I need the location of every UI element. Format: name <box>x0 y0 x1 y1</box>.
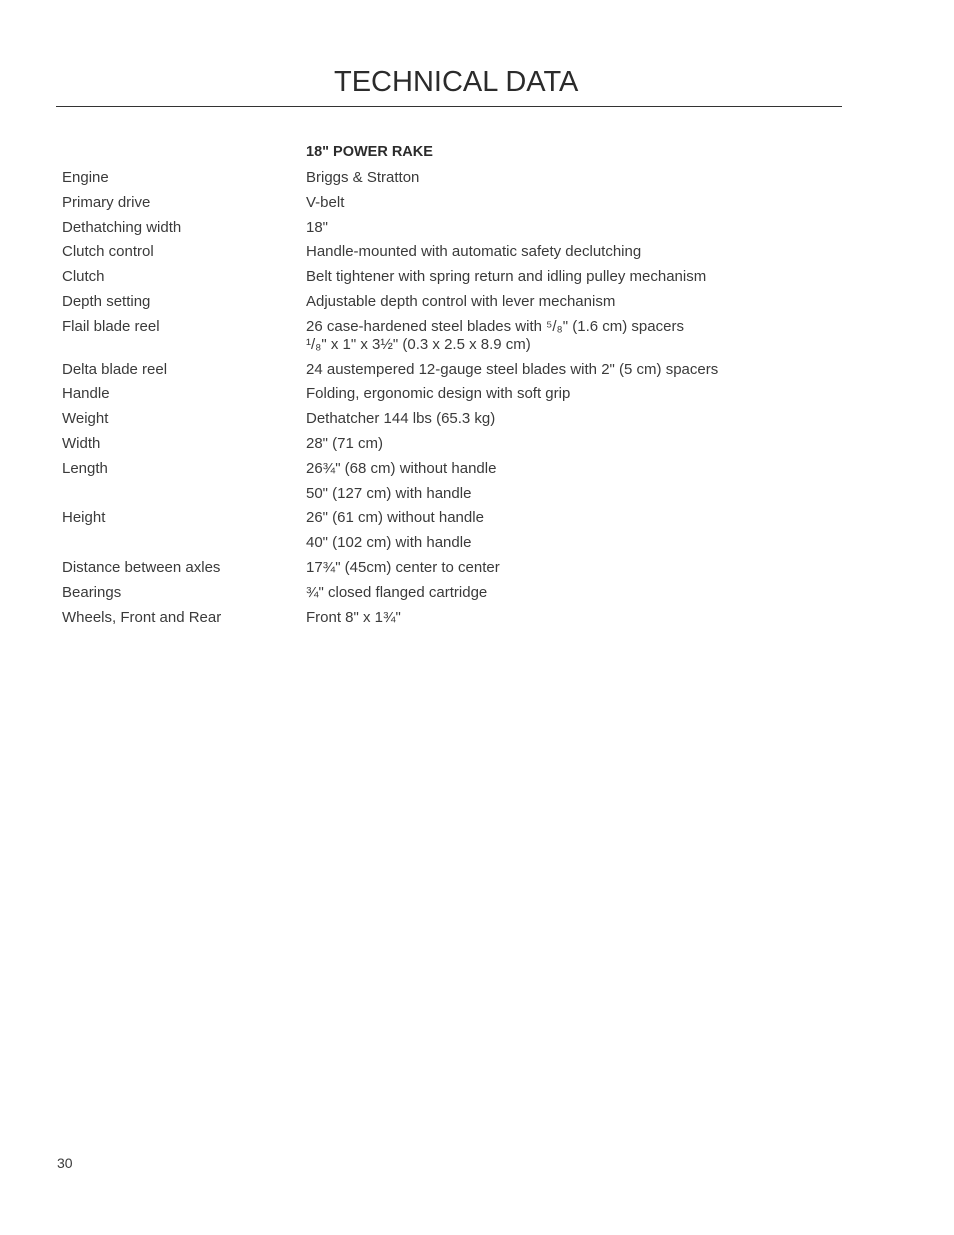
spec-row <box>62 216 822 241</box>
spec-value <box>306 382 822 407</box>
spec-value <box>306 556 822 581</box>
spec-value <box>306 482 822 507</box>
spec-row <box>62 581 822 606</box>
spec-value <box>306 432 822 457</box>
spec-row <box>62 315 822 358</box>
spec-label: Delta blade reel <box>62 360 168 378</box>
spec-row <box>62 358 822 383</box>
page-title: TECHNICAL DATA <box>334 66 579 98</box>
spec-value-line: Front 8" x 1¾" <box>306 608 401 626</box>
spec-row <box>62 606 822 631</box>
spec-value-line: V-belt <box>306 193 345 211</box>
spec-row <box>62 556 822 581</box>
spec-value-line: 50" (127 cm) with handle <box>306 484 472 502</box>
spec-value <box>306 457 822 482</box>
spec-value-line: ¾" closed flanged cartridge <box>306 583 488 601</box>
spec-row <box>62 482 822 507</box>
spec-value <box>306 166 822 191</box>
spec-value <box>306 290 822 315</box>
spec-value-line: ¹/₈" x 1" x 3½" (0.3 x 2.5 x 8.9 cm) <box>306 335 531 353</box>
spec-value-line: 17¾" (45cm) center to center <box>306 558 500 576</box>
spec-value-line: Dethatcher 144 lbs (65.3 kg) <box>306 410 496 428</box>
spec-label <box>62 531 306 556</box>
spec-value <box>306 240 822 265</box>
spec-label: Dethatching width <box>62 218 182 236</box>
spec-row <box>62 240 822 265</box>
spec-row <box>62 191 822 216</box>
spec-value-line: 18" <box>306 218 329 236</box>
spec-value <box>306 581 822 606</box>
spec-value <box>306 531 822 556</box>
spec-label: Height <box>62 509 106 527</box>
spec-value <box>306 191 822 216</box>
spec-label: Wheels, Front and Rear <box>62 608 222 626</box>
spec-label: Depth setting <box>62 292 151 310</box>
spec-label: Width <box>62 434 101 452</box>
spec-table <box>62 166 822 630</box>
spec-label: Engine <box>62 169 109 186</box>
spec-value <box>306 265 822 290</box>
spec-row <box>62 531 822 556</box>
spec-value <box>306 358 822 383</box>
spec-value <box>306 606 822 631</box>
spec-value-line: Handle-mounted with automatic safety declutching <box>306 243 642 261</box>
spec-label: Clutch <box>62 268 105 286</box>
spec-label: Length <box>62 459 108 477</box>
spec-row <box>62 382 822 407</box>
spec-row <box>62 432 822 457</box>
spec-table-body <box>62 166 822 630</box>
spec-value-line: Folding, ergonomic design with soft grip <box>306 385 571 403</box>
spec-value <box>306 315 822 358</box>
spec-row <box>62 457 822 482</box>
spec-value-line: 40" (102 cm) with handle <box>306 534 472 552</box>
spec-value-line: 26" (61 cm) without handle <box>306 509 484 527</box>
spec-value-line: Briggs & Stratton <box>306 169 420 186</box>
spec-value-line: 24 austempered 12-gauge steel blades with 2" (5 cm) spacers <box>306 360 719 378</box>
spec-value <box>306 506 822 531</box>
spec-row <box>62 506 822 531</box>
title-divider <box>56 106 842 107</box>
spec-value <box>306 216 822 241</box>
spec-value-line: 26 case-hardened steel blades with ⁵/₈" (1.6 cm) spacers <box>306 317 684 335</box>
spec-row <box>62 407 822 432</box>
spec-label: Primary drive <box>62 193 151 211</box>
spec-row <box>62 265 822 290</box>
spec-label: Flail blade reel <box>62 317 160 335</box>
spec-value <box>306 407 822 432</box>
spec-label <box>62 482 306 507</box>
spec-label: Distance between axles <box>62 558 221 576</box>
spec-label: Bearings <box>62 583 122 601</box>
spec-value-line: 28" (71 cm) <box>306 434 384 452</box>
spec-label: Clutch control <box>62 243 154 261</box>
page-number: 30 <box>57 1155 73 1171</box>
spec-row <box>62 290 822 315</box>
spec-label: Weight <box>62 410 109 428</box>
spec-value-line: Belt tightener with spring return and idling pulley mechanism <box>306 268 707 286</box>
spec-label: Handle <box>62 385 110 403</box>
spec-value-line: 26¾" (68 cm) without handle <box>306 459 497 477</box>
spec-row <box>62 166 822 191</box>
spec-value-line: Adjustable depth control with lever mechanism <box>306 292 616 310</box>
spec-column-heading: 18" POWER RAKE <box>306 144 433 160</box>
